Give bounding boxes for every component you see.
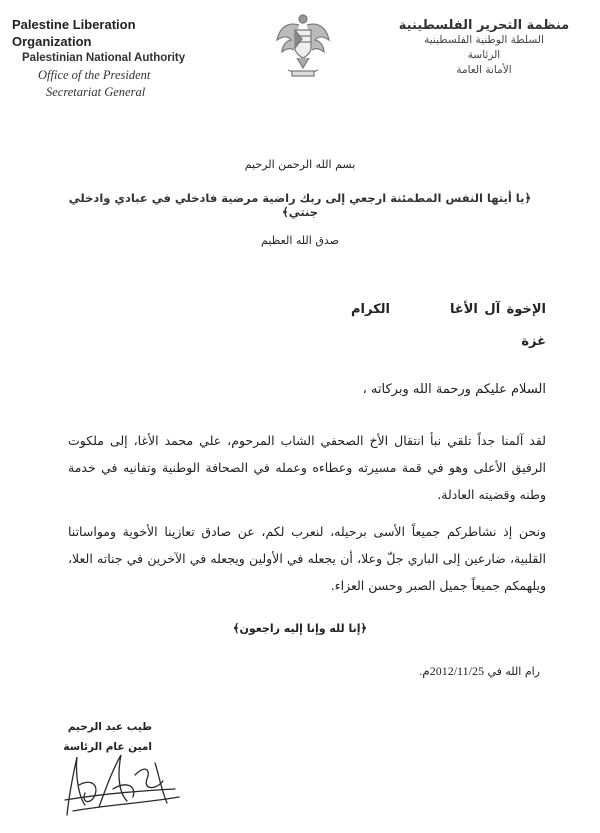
paragraph-condolence: لقد آلمنا جداً تلقي نبأ انتقال الأخ الصحفي الشاب المرحوم، علي محمد الأغا، إلى ملكوت الرفيق الأعلى وهو في قمة مسيرته وعطاءه وعمله في الصحافة الوطنية وتفانيه في خدمة وطنه وقضيته العادلة. — [68, 433, 546, 502]
greeting: السلام عليكم ورحمة الله وبركاته ، — [362, 382, 546, 397]
letterhead-english — [12, 16, 212, 101]
paragraph-prayer: ونحن إذ نشاطركم جميعاً الأسى برحيله، لنعرب لكم، عن صادق تعازينا الأخوية ومواساتنا القلبية، ضارعين إلى الباري جلّ وعلا، أن يجعله في الأولين ويجعله في الآخرين في جناته العلا، ويلهمكم جميعاً جميل الصبر وحسن العزاء. — [68, 524, 546, 593]
letterhead-arabic — [384, 18, 584, 78]
basmala: بسم الله الرحمن الرحيم — [244, 158, 356, 171]
authority-name-ar: السلطة الوطنية الفلسطينية — [424, 34, 544, 46]
office-name-en: Office of the President — [38, 68, 151, 82]
closing-verse: ﴿إنا لله وإنا إليه راجعون﴾ — [233, 622, 367, 635]
addressee — [351, 302, 546, 317]
authority-name-en: Palestinian National Authority — [22, 52, 186, 64]
date-place: رام الله في — [487, 665, 540, 678]
addressee-city: غزة — [521, 334, 546, 349]
addressee-suffix: الكرام — [351, 302, 390, 317]
handwritten-signature-icon — [55, 745, 185, 823]
sadaqa-line: صدق الله العظيم — [261, 234, 339, 247]
secretariat-name-en: Secretariat General — [46, 85, 146, 99]
date-line — [230, 664, 540, 679]
signatory-title: امين عام الرئاسة — [63, 741, 152, 753]
quran-verse: ﴿يا أيتها النفس المطمئنة ارجعي إلى ربك راضية مرضية فادخلي في عبادي وادخلي جنتي﴾ — [68, 191, 532, 219]
org-name-ar: منظمة التحرير الفلسطينية — [398, 18, 570, 33]
org-name-en: Palestine Liberation Organization — [12, 17, 136, 49]
date-value: 2012/11/25م. — [419, 664, 484, 678]
presidency-name-ar: الرئاسة — [467, 49, 501, 61]
eagle-emblem-icon — [274, 10, 332, 80]
signatory-name: طيب عبد الرحيم — [67, 721, 152, 733]
addressee-prefix: الإخوة آل الأغا — [449, 302, 546, 317]
secretariat-name-ar: الأمانة العامة — [456, 64, 512, 76]
